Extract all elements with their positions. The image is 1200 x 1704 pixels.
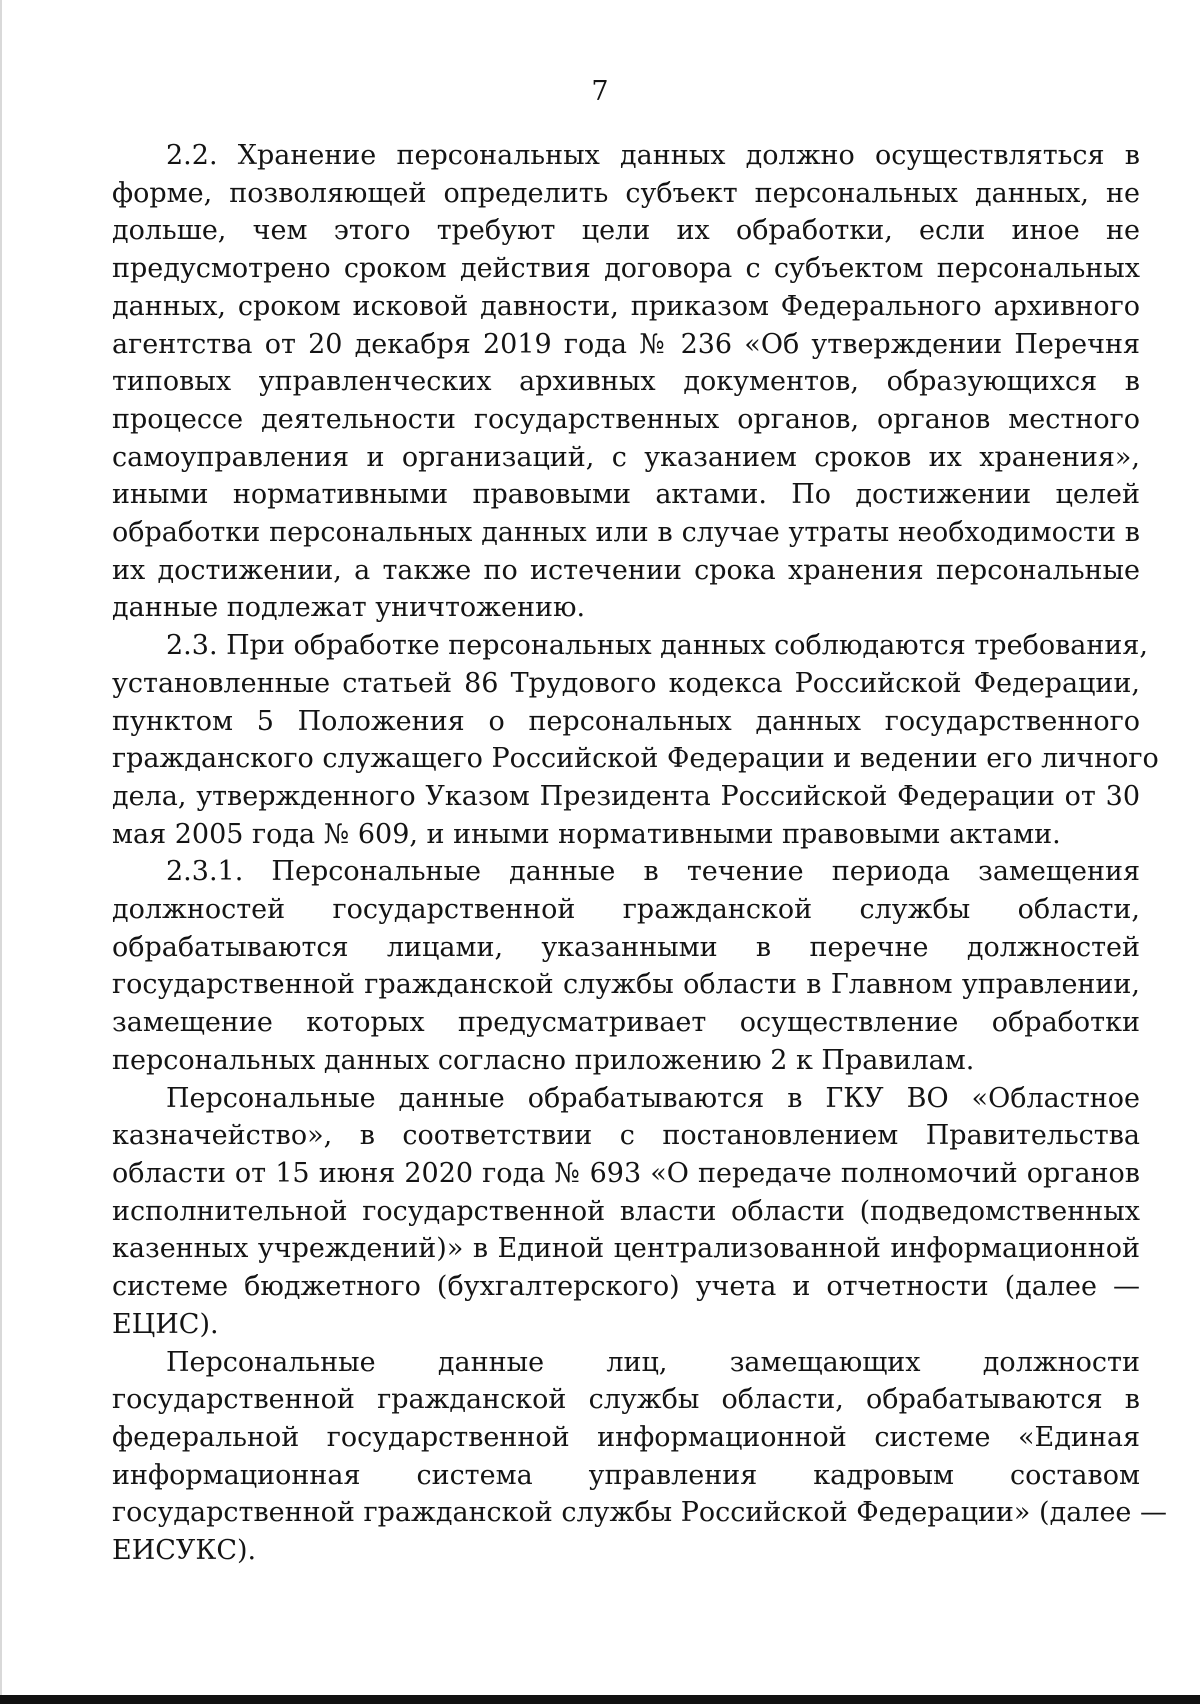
text-line: казначейство», в соответствии с постановлением Правительства [112,1120,1140,1152]
text-line: федеральной государственной информационной системе «Единая [112,1421,1140,1453]
text-line: данные подлежат уничтожению. [112,592,586,624]
text-line: 2.3. При обработке персональных данных соблюдаются требования, [166,630,1148,662]
text-line: процессе деятельности государственных органов, органов местного [112,403,1140,435]
page-number: 7 [591,76,609,107]
text-line: обработки персональных данных или в случае утраты необходимости в [112,517,1140,549]
text-line: государственной гражданской службы области в Главном управлении, [112,969,1140,1001]
text-line: мая 2005 года № 609, и иными нормативными правовыми актами. [112,818,1061,850]
text-line: гражданского служащего Российской Федерации и ведении его личного [112,743,1159,775]
text-line: обрабатываются лицами, указанными в перечне должностей [112,931,1140,963]
text-line: 2.2. Хранение персональных данных должно осуществляться в [166,140,1140,171]
text-line: самоуправления и организаций, с указанием сроков их хранения», [112,441,1140,473]
paragraph-eisuks [112,1344,1167,1570]
text-line: данных, сроком исковой давности, приказом Федерального архивного [112,290,1140,322]
document-body [112,137,1167,1570]
paragraph-gku-treasury [112,1080,1140,1344]
text-line: установленные статьей 86 Трудового кодекса Российской Федерации, [112,667,1140,699]
text-line: дольше, чем этого требуют цели их обработки, если иное не [112,215,1140,247]
paragraph-2-3-1 [112,853,1140,1079]
text-line: должностей государственной гражданской службы области, [112,894,1140,926]
text-line: системе бюджетного (бухгалтерского) учета и отчетности (далее — [112,1271,1140,1303]
text-line: агентства от 20 декабря 2019 года № 236 «Об утверждении Перечня [112,328,1140,360]
text-line: замещение которых предусматривает осуществление обработки [112,1007,1140,1039]
text-line: казенных учреждений)» в Единой централизованной информационной [112,1233,1140,1265]
text-line: государственной гражданской службы Российской Федерации» (далее — [112,1497,1167,1529]
scan-edge-bottom [0,1695,1200,1704]
text-line: ЕЦИС). [112,1308,219,1340]
text-line: 2.3.1. Персональные данные в течение периода замещения [166,856,1140,888]
paragraph-2-2 [112,137,1140,627]
text-line: ЕИСУКС). [112,1535,257,1567]
text-line: Персональные данные обрабатываются в ГКУ ВО «Областное [166,1082,1140,1114]
text-line: типовых управленческих архивных документов, образующихся в [112,366,1140,398]
text-line: предусмотрено сроком действия договора с субъектом персональных [112,253,1140,285]
text-line: их достижении, а также по истечении срока хранения персональные [112,554,1140,586]
text-line: Персональные данные лиц, замещающих должности [166,1346,1140,1378]
text-line: персональных данных согласно приложению 2 к Правилам. [112,1044,975,1076]
text-line: пунктом 5 Положения о персональных данных государственного [112,705,1140,737]
text-line: информационная система управления кадровым составом [112,1459,1140,1491]
text-line: дела, утвержденного Указом Президента Российской Федерации от 30 [112,780,1140,812]
text-line: форме, позволяющей определить субъект персональных данных, не [112,177,1140,209]
text-line: области от 15 июня 2020 года № 693 «О передаче полномочий органов [112,1157,1140,1189]
text-line: государственной гражданской службы области, обрабатываются в [112,1384,1140,1416]
paragraph-2-3 [112,627,1159,853]
scan-edge-left [0,0,2,1704]
text-line: исполнительной государственной власти области (подведомственных [112,1195,1140,1227]
text-line: иными нормативными правовыми актами. По достижении целей [112,479,1140,511]
